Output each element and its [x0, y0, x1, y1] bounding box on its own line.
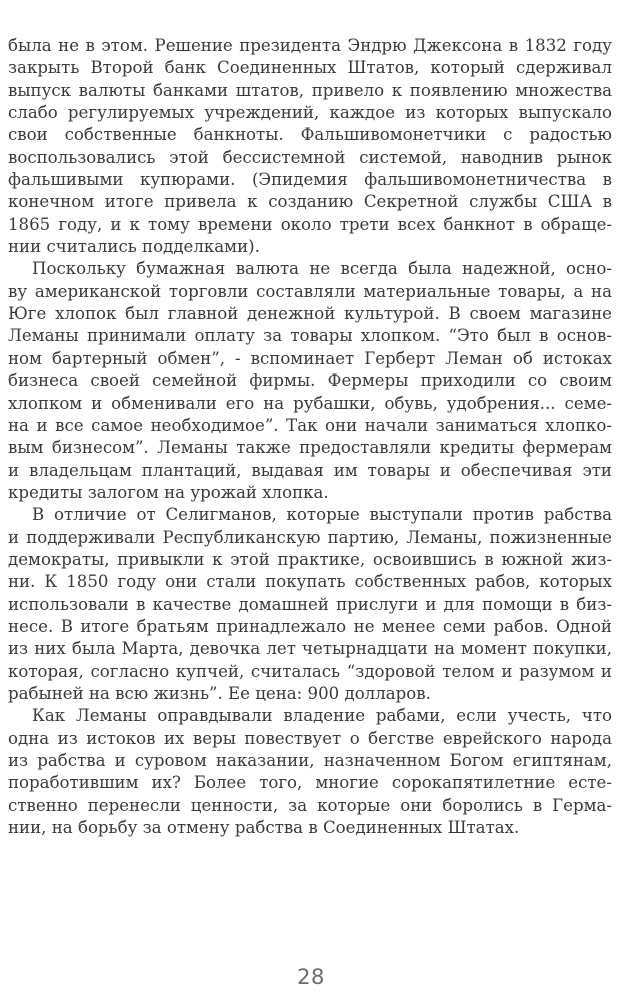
text-line: 1865 году, и к тому времени около трети всех банкнот в обраще- — [8, 214, 612, 234]
text-body — [8, 35, 612, 839]
paragraph — [8, 504, 612, 705]
text-line: была не в этом. Решение президента Эндрю Джексона в 1832 году — [8, 36, 612, 55]
text-line: Как Леманы оправдывали владение рабами, если учесть, что — [32, 706, 612, 726]
text-line: одна из истоков их веры повествует о бегстве еврейского народа — [8, 728, 612, 748]
text-line: свои собственные банкноты. Фальшивомонетчики с радостью — [8, 125, 612, 145]
text-line: бизнеса своей семейной фирмы. Фермеры приходили со своим — [8, 371, 612, 391]
text-line: В отличие от Селигманов, которые выступали против рабства — [32, 505, 612, 525]
text-line: ственно перенесли ценности, за которые они боролись в Герма- — [8, 795, 612, 815]
page-number: 28 — [297, 965, 325, 989]
text-line: воспользовались этой бессистемной системой, наводнив рынок — [8, 147, 612, 167]
text-line: рабыней на всю жизнь”. Ее цена: 900 долларов. — [8, 683, 431, 703]
text-line: вым бизнесом”. Леманы также предоставляли кредиты фермерам — [8, 438, 612, 458]
text-line: выпуск валюты банками штатов, привело к появлению множества — [8, 80, 612, 100]
text-line: слабо регулируемых учреждений, каждое из которых выпускало — [8, 103, 612, 123]
text-line: из них была Марта, девочка лет четырнадцати на момент покупки, — [8, 639, 612, 659]
text-line: использовали в качестве домашней прислуги и для помощи в биз- — [8, 594, 612, 614]
text-line: нии, на борьбу за отмену рабства в Соединенных Штатах. — [8, 818, 520, 838]
paragraph — [8, 35, 612, 258]
text-line: фальшивыми купюрами. (Эпидемия фальшивомонетничества в — [8, 170, 612, 190]
paragraph — [8, 258, 612, 504]
text-line: закрыть Второй банк Соединенных Штатов, который сдерживал — [8, 58, 612, 78]
text-line: ном бартерный обмен”, - вспоминает Герберт Леман об истоках — [8, 348, 612, 368]
text-line: и поддерживали Республиканскую партию, Леманы, пожизненные — [8, 527, 612, 547]
text-line: из рабства и суровом наказании, назначенном Богом египтянам, — [8, 751, 612, 770]
text-line: нии считались подделками). — [8, 237, 260, 257]
text-line: которая, согласно купчей, считалась “здоровой телом и разумом и — [8, 661, 612, 681]
text-line: демократы, привыкли к этой практике, освоившись в южной жиз- — [8, 549, 612, 569]
text-line: Леманы принимали оплату за товары хлопком. “Это был в основ- — [8, 326, 612, 346]
text-line: кредиты залогом на урожай хлопка. — [8, 482, 329, 502]
text-line: Поскольку бумажная валюта не всегда была надежной, осно- — [32, 259, 612, 279]
text-line: на и все самое необходимое”. Так они начали заниматься хлопко- — [8, 415, 612, 435]
paragraph — [8, 705, 612, 839]
text-line: и владельцам плантаций, выдавая им товары и обеспечивая эти — [8, 460, 612, 480]
text-line: хлопком и обменивали его на рубашки, обувь, удобрения... семе- — [8, 393, 612, 413]
text-line: ни. К 1850 году они стали покупать собственных рабов, которых — [8, 572, 612, 592]
text-line: поработившим их? Более того, многие сорокапятилетние есте- — [8, 773, 612, 793]
text-line: ву американской торговли составляли материальные товары, а на — [8, 281, 612, 301]
text-line: конечном итоге привела к созданию Секретной службы США в — [8, 192, 612, 212]
text-line: Юге хлопок был главной денежной культурой. В своем магазине — [8, 304, 612, 324]
text-line: несе. В итоге братьям принадлежало не менее семи рабов. Одной — [8, 616, 612, 636]
